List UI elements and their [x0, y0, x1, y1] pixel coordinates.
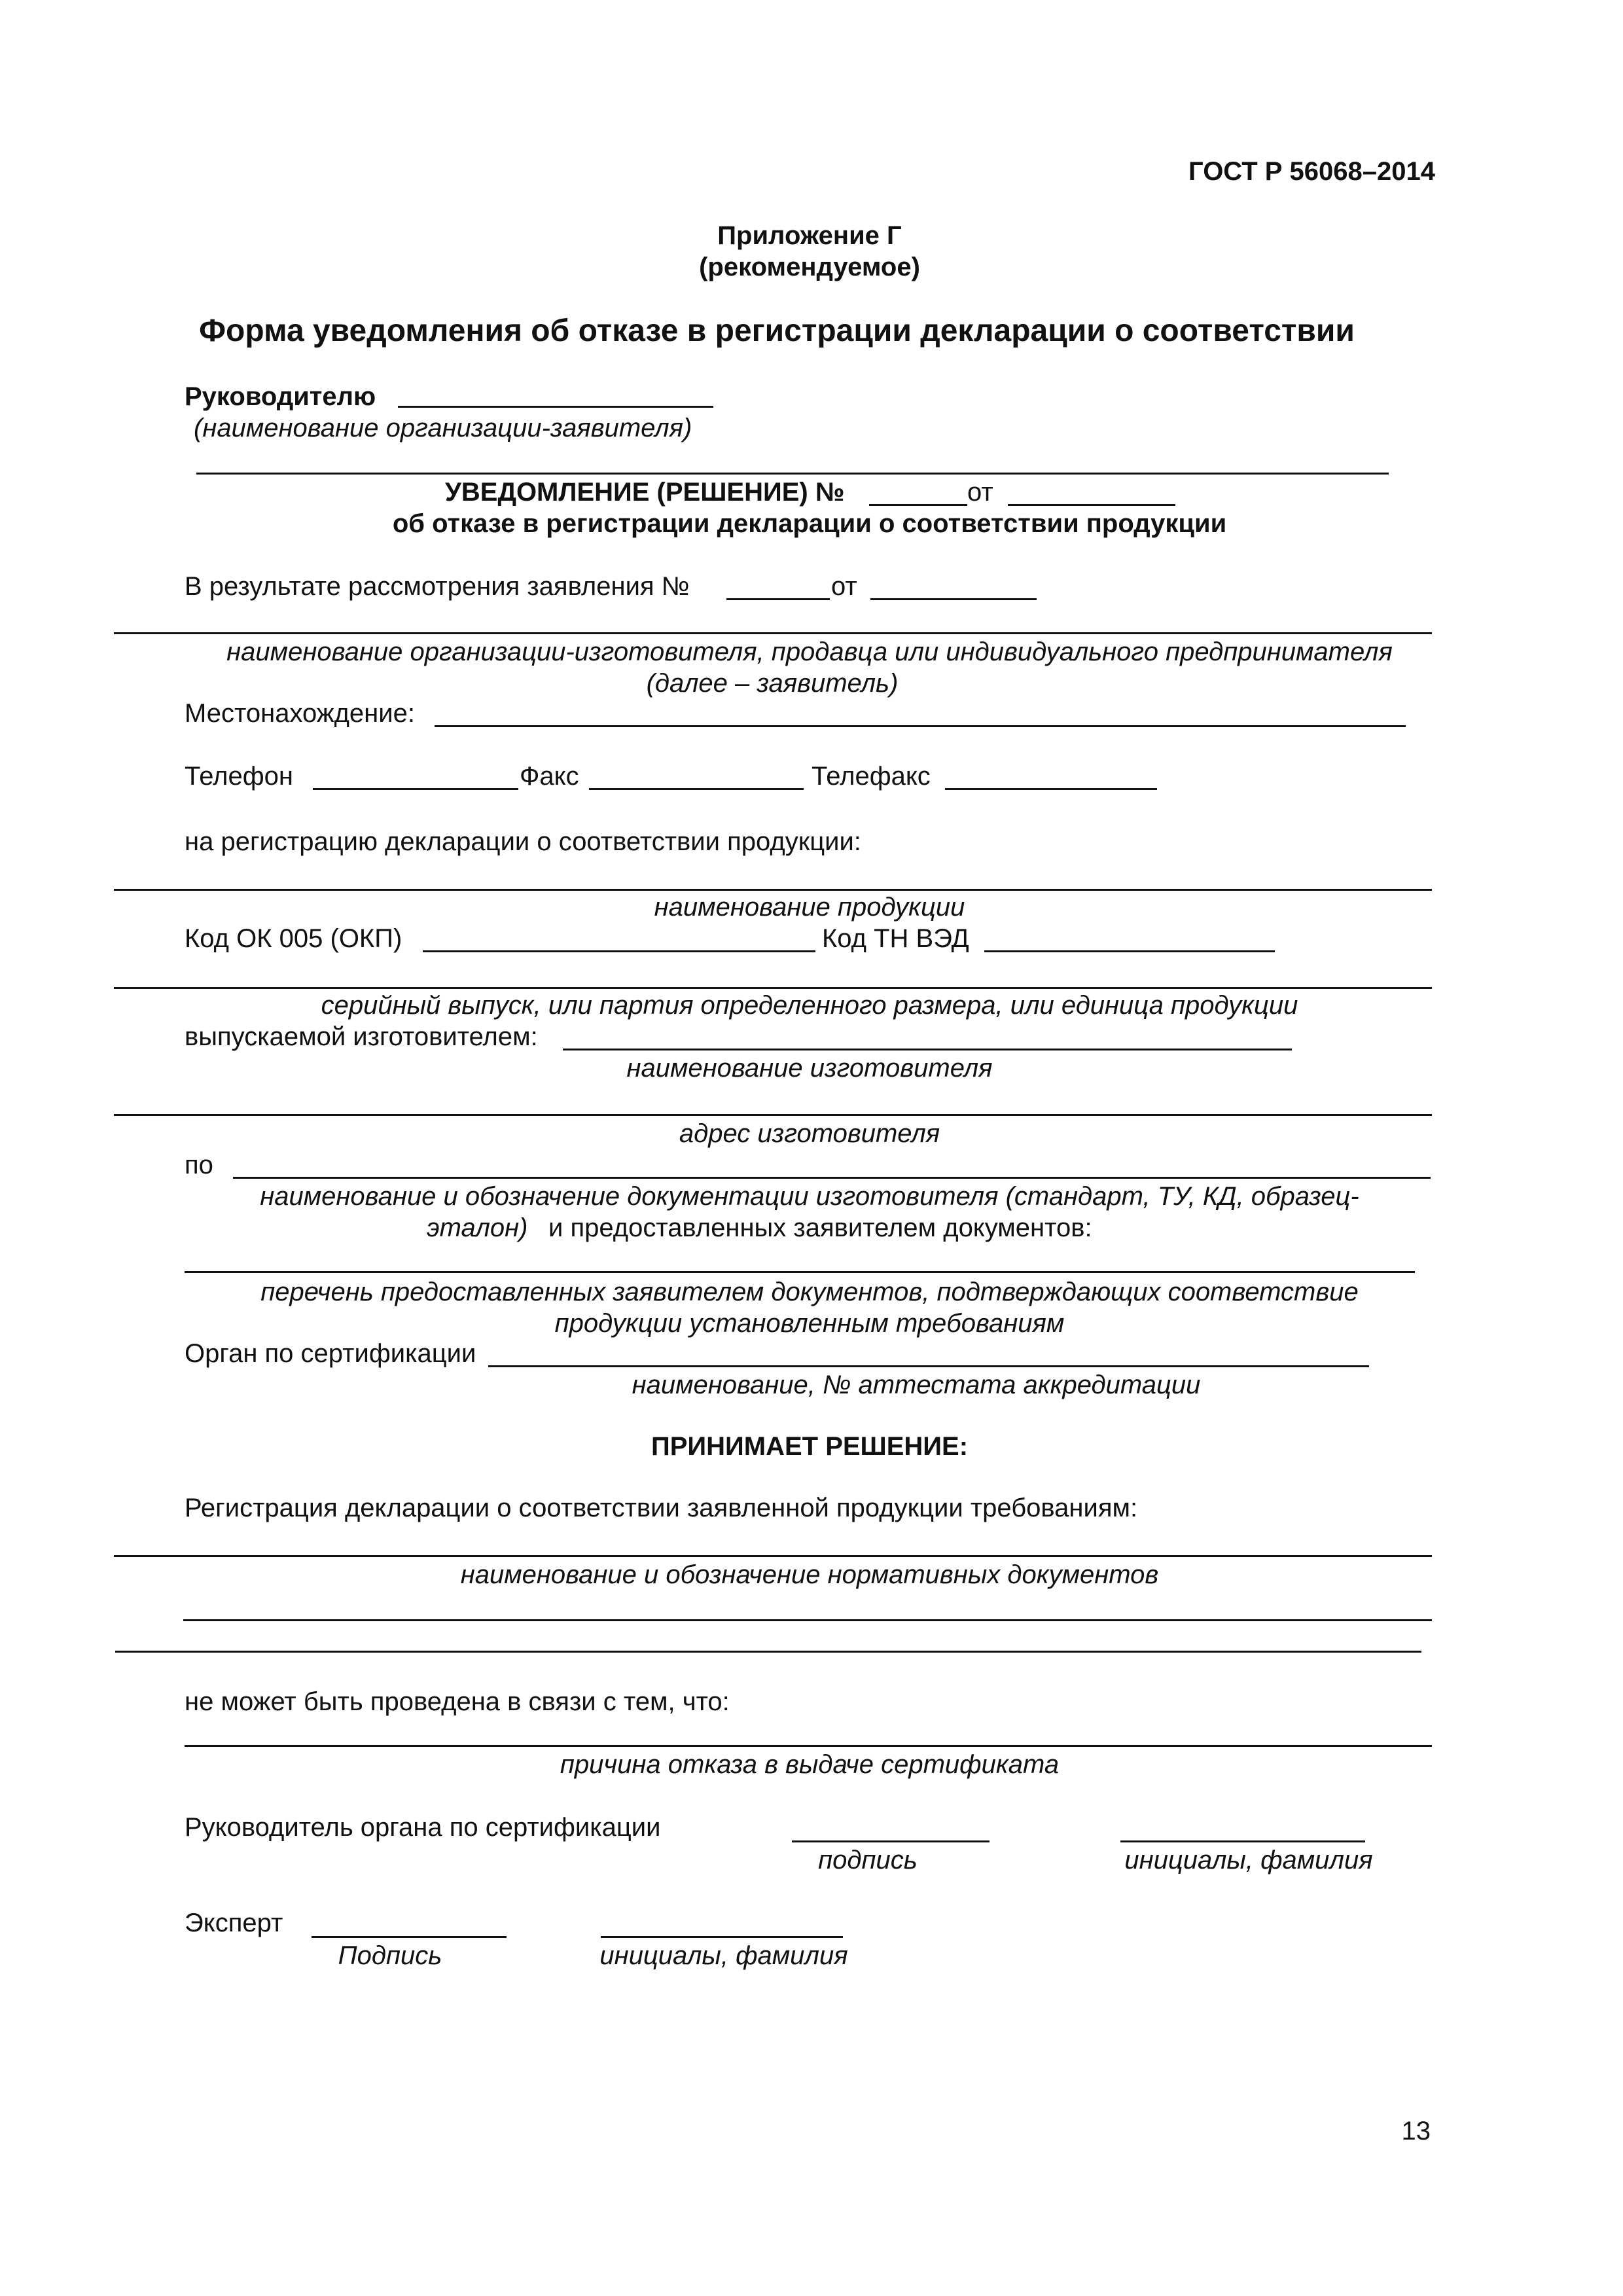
notice-date-field[interactable]	[1008, 504, 1175, 506]
addressee-field[interactable]	[398, 406, 713, 408]
notice-from-label: от	[967, 478, 993, 507]
addressee-field-line-2[interactable]	[196, 473, 1389, 475]
applicant-name-field[interactable]	[114, 632, 1432, 634]
standard-number: ГОСТ Р 56068–2014	[1188, 157, 1435, 186]
decision-heading: ПРИНИМАЕТ РЕШЕНИЕ:	[651, 1432, 969, 1461]
okp-code-field[interactable]	[423, 950, 815, 952]
tnved-code-label: Код ТН ВЭД	[822, 924, 969, 953]
release-type-field[interactable]	[114, 987, 1432, 989]
page-number: 13	[1401, 2117, 1431, 2145]
refusal-reason-field[interactable]	[185, 1745, 1432, 1747]
applicant-caption-1: наименование организации-изготовителя, продавца или индивидуального предпринимателя	[226, 637, 1393, 666]
head-signature-caption: подпись	[818, 1846, 918, 1874]
head-name-caption: инициалы, фамилия	[1124, 1846, 1373, 1874]
location-label: Местонахождение:	[185, 699, 415, 728]
telefax-field[interactable]	[945, 788, 1157, 790]
notice-number-field[interactable]	[869, 504, 967, 506]
appendix-title: Приложение Г	[717, 221, 902, 250]
expert-signature-caption: Подпись	[338, 1941, 442, 1970]
application-from-label: от	[831, 572, 857, 601]
notice-title: УВЕДОМЛЕНИЕ (РЕШЕНИЕ) №	[445, 478, 845, 507]
documentation-caption-2-plain: и предоставленных заявителем документов:	[548, 1213, 1092, 1242]
fax-label: Факс	[520, 762, 579, 791]
certification-body-field[interactable]	[488, 1365, 1369, 1367]
manufacturer-address-caption: адрес изготовителя	[679, 1119, 940, 1148]
head-signature-field[interactable]	[792, 1840, 990, 1842]
addressee-label: Руководителю	[185, 382, 376, 411]
normative-docs-field-line-2[interactable]	[183, 1619, 1432, 1621]
certification-body-caption: наименование, № аттестата аккредитации	[632, 1371, 1201, 1399]
manufacturer-caption: наименование изготовителя	[626, 1054, 993, 1083]
notice-subtitle: об отказе в регистрации декларации о соответствии продукции	[392, 509, 1227, 538]
expert-name-field[interactable]	[601, 1936, 843, 1938]
expert-label: Эксперт	[185, 1909, 283, 1937]
head-name-field[interactable]	[1120, 1840, 1365, 1842]
documents-caption-1: перечень предоставленных заявителем документов, подтверждающих соответствие	[260, 1278, 1359, 1306]
telefax-label: Телефакс	[812, 762, 931, 791]
tnved-code-field[interactable]	[984, 950, 1275, 952]
okp-code-label: Код ОК 005 (ОКП)	[185, 924, 402, 953]
documentation-caption-2-italic: эталон)	[427, 1213, 528, 1242]
cannot-proceed-text: не может быть проведена в связи с тем, что:	[185, 1687, 730, 1716]
manufacturer-field[interactable]	[563, 1049, 1292, 1050]
documentation-field[interactable]	[233, 1177, 1431, 1179]
application-label: В результате рассмотрения заявления №	[185, 572, 690, 601]
documents-list-field[interactable]	[185, 1271, 1415, 1273]
phone-label: Телефон	[185, 762, 293, 791]
refusal-reason-caption: причина отказа в выдаче сертификата	[560, 1750, 1060, 1779]
documents-caption-2: продукции установленным требованиям	[554, 1309, 1065, 1338]
appendix-status: (рекомендуемое)	[699, 253, 920, 281]
release-caption: серийный выпуск, или партия определенного размера, или единица продукции	[321, 991, 1298, 1020]
documentation-label: по	[185, 1151, 213, 1179]
form-title: Форма уведомления об отказе в регистрации декларации о соответствии	[199, 314, 1355, 348]
manufacturer-address-field[interactable]	[114, 1114, 1432, 1116]
applicant-caption-2: (далее – заявитель)	[646, 669, 899, 698]
decision-text: Регистрация декларации о соответствии заявленной продукции требованиям:	[185, 1494, 1138, 1522]
application-number-field[interactable]	[726, 598, 830, 600]
product-caption: наименование продукции	[654, 893, 965, 922]
fax-field[interactable]	[589, 788, 804, 790]
normative-docs-caption: наименование и обозначение нормативных документов	[460, 1560, 1159, 1589]
documentation-caption-1: наименование и обозначение документации изготовителя (стандарт, ТУ, КД, образец-	[260, 1182, 1359, 1211]
expert-name-caption: инициалы, фамилия	[599, 1941, 848, 1970]
head-signature-label: Руководитель органа по сертификации	[185, 1813, 661, 1842]
registration-label: на регистрацию декларации о соответствии продукции:	[185, 827, 861, 856]
expert-signature-field[interactable]	[312, 1936, 507, 1938]
addressee-caption: (наименование организации-заявителя)	[194, 414, 692, 442]
location-field[interactable]	[435, 725, 1406, 727]
product-name-field[interactable]	[114, 889, 1432, 891]
manufacturer-label: выпускаемой изготовителем:	[185, 1022, 538, 1051]
application-date-field[interactable]	[870, 598, 1037, 600]
certification-body-label: Орган по сертификации	[185, 1339, 476, 1368]
phone-field[interactable]	[313, 788, 518, 790]
normative-docs-field[interactable]	[114, 1555, 1432, 1557]
normative-docs-field-line-3[interactable]	[115, 1651, 1421, 1653]
